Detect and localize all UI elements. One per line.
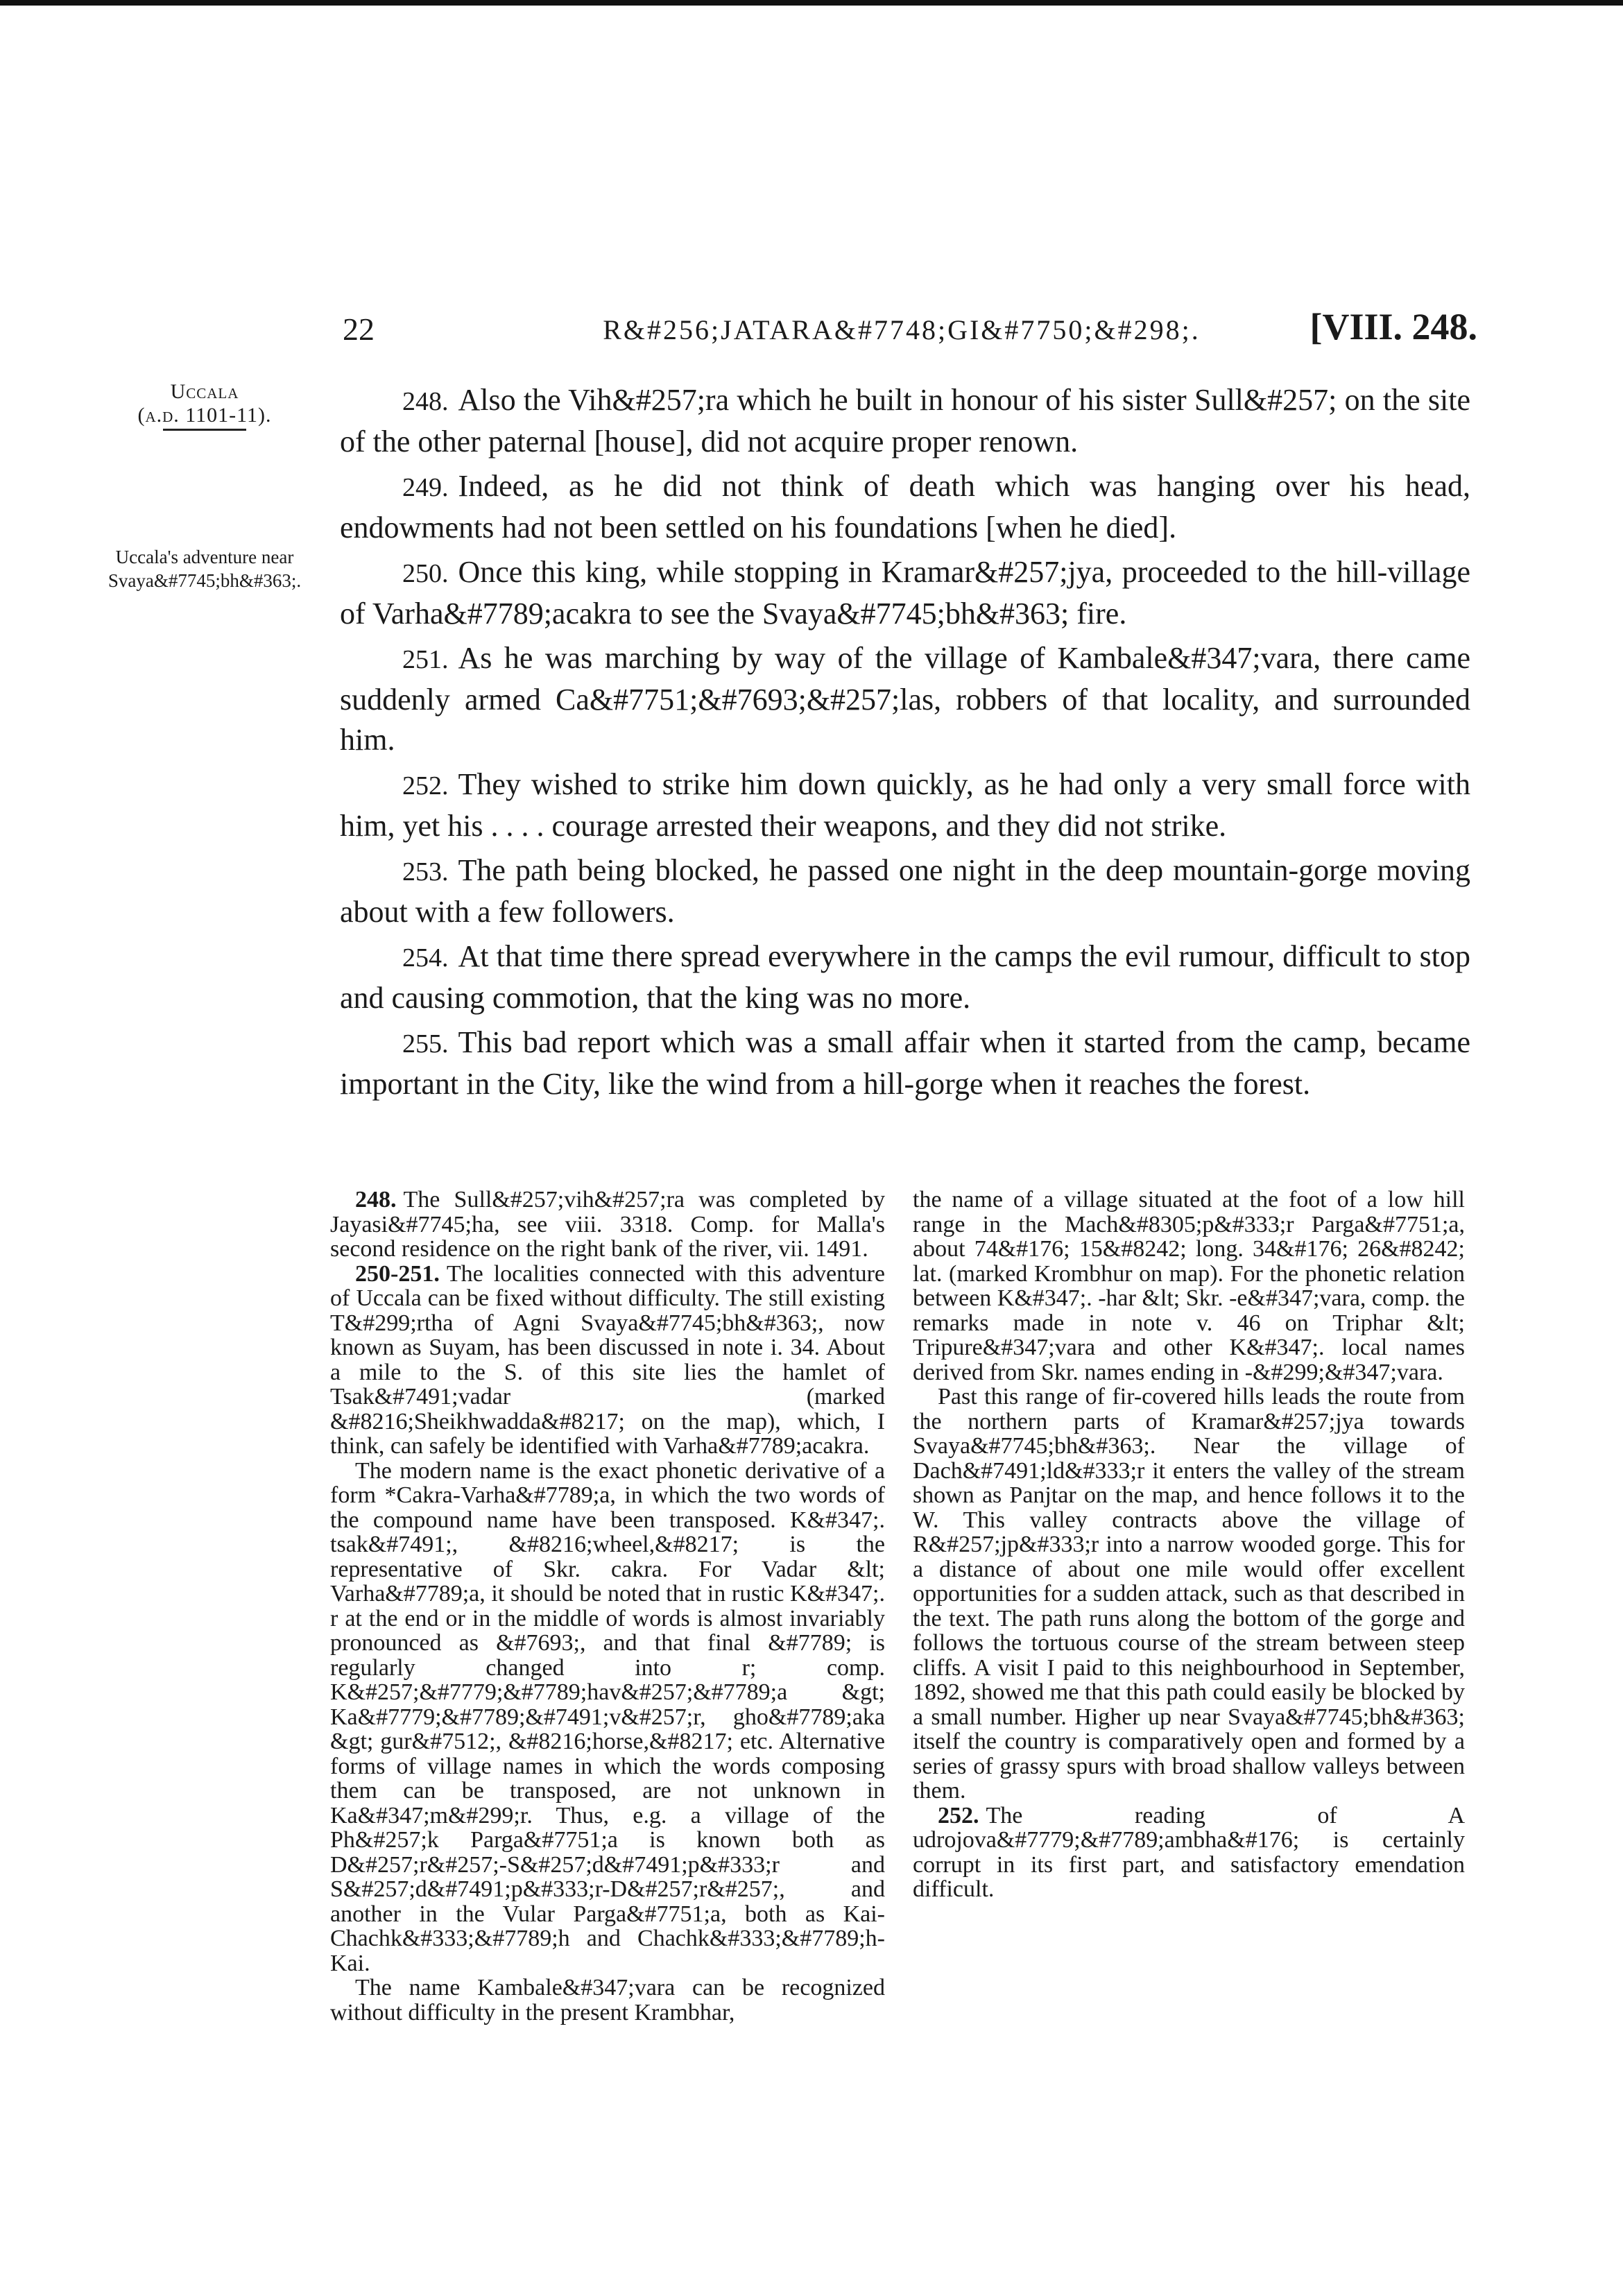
verse-translation: [340, 380, 1470, 1108]
verse: [340, 764, 1470, 846]
section-reference: [VIII. 248.: [1309, 306, 1477, 348]
verse-number: 251.: [402, 645, 449, 674]
note-text: The Sull&#257;vih&#257;ra was completed by Jayasi&#7745;ha, see viii. 3318. Comp. for Malla's second residence on the right bank of the river, vii. 1491.: [330, 1187, 885, 1262]
note-text: The modern name is the exact phonetic derivative of a form *Cakra-Varha&#7789;a, in which the two words of the compound name have been transposed. K&#347;. tsak&#7491;, &#8216;wheel,&#8217; is the representative of Skr. cakra. For Vadar &lt; Varha&#7789;a, it should be noted that in rustic K&#347;. r at the end or in the middle of words is almost invariably pronounced as &#7693;, and that final &#7789; is regularly changed into r; comp. K&#257;&#7779;&#7789;hav&#257;&#7789;a &gt; Ka&#7779;&#7789;&#7491;v&#257;r, gho&#7789;aka &gt; gur&#7512;, &#8216;horse,&#8217; etc. Alternative forms of village names in which the words composing them can be transposed, are not unknown in Ka&#347;m&#299;r. Thus, e.g. a village of the Ph&#257;k Parga&#7751;a is known both as D&#257;r&#257;-S&#257;d&#7491;p&#333;r and S&#257;d&#7491;p&#333;r-D&#257;r&#257;, and another in the Vular Parga&#7751;a, both as Kai-Chachk&#333;&#7789;h and Chachk&#333;&#7789;h-Kai.: [330, 1457, 885, 1976]
note-number: 248.: [355, 1187, 397, 1213]
dynasty-dates: (a.d. 1101-11).: [137, 404, 272, 427]
note-paragraph: [330, 1188, 885, 1262]
verse-number: 255.: [402, 1029, 449, 1059]
verse-number: 252.: [402, 771, 449, 800]
note-paragraph: [913, 1804, 1465, 1902]
note-paragraph: [330, 1976, 885, 2025]
footnotes-left-column: [330, 1188, 885, 2025]
verse: [340, 638, 1470, 760]
verse: [340, 466, 1470, 548]
note-text: The localities connected with this adventure of Uccala can be fixed without difficulty. The still existing T&#299;rtha of Agni Svaya&#7745;bh&#363;, now known as Suyam, has been discussed in note i. 34. About a mile to the S. of this site lies the hamlet of Tsak&#7491;vadar (marked &#8216;Sheikhwadda&#8217; on the map), which, I think, can safely be identified with Varha&#7789;acakra.: [330, 1260, 885, 1459]
verse-number: 254.: [402, 943, 449, 973]
note-text: Past this range of fir-covered hills leads the route from the northern parts of Kramar&#257;jya towards Svaya&#7745;bh&#363;. Near the village of Dach&#7491;ld&#333;r it enters the valley of the stream shown as Panjtar on the map, and hence follows it to the W. This valley contracts above the village of R&#257;jp&#333;r into a narrow wooded gorge. This for a distance of about one mile would offer excellent opportunities for a sudden attack, such as that described in the text. The path runs along the bottom of the gorge and follows the tortuous course of the stream between steep cliffs. A visit I paid to this neighbourhood in September, 1892, showed me that this path could easily be blocked by a small number. Higher up near Svaya&#7745;bh&#363; itself the country is comparatively open and formed by a series of grassy spurs with broad shallow valleys between them.: [913, 1384, 1465, 1804]
note-text: The name Kambale&#347;vara can be recognized without difficulty in the present Krambhar,: [330, 1975, 885, 2025]
verse-number: 248.: [402, 387, 449, 416]
note-text: the name of a village situated at the foot of a low hill range in the Mach&#8305;p&#333;r Parga&#7751;a, about 74&#176; 15&#8242; long. 34&#176; 26&#8242; lat. (marked Krombhur on map). For the phonetic relation between K&#347;. -har &lt; Skr. -e&#347;vara, comp. the remarks made in note v. 46 on Triphar &lt; Tripure&#347;vara and other K&#347;. local names derived from Skr. names ending in -&#299;&#347;vara.: [913, 1187, 1465, 1385]
note-number: 250-251.: [355, 1260, 440, 1287]
margin-rule: [163, 429, 246, 431]
margin-note-dynasty: [94, 380, 316, 427]
note-paragraph: [913, 1188, 1465, 1385]
verse: [340, 552, 1470, 634]
verse: [340, 1022, 1470, 1104]
verse-number: 250.: [402, 559, 449, 588]
verse-text: As he was marching by way of the village of Kambale&#347;vara, there came suddenly armed Ca&#7751;&#7693;&#257;las, robbers of that locality, and surrounded him.: [340, 641, 1470, 757]
footnotes-right-column: [913, 1188, 1465, 1902]
verse-text: Indeed, as he did not think of death which was hanging over his head, endowments had not been settled on his foundations [when he died].: [340, 469, 1470, 545]
margin-note-adventure: Uccala's adventure near Svaya&#7745;bh&#363;.: [108, 547, 302, 591]
verse: [340, 380, 1470, 462]
note-paragraph: [913, 1385, 1465, 1804]
note-text: The reading of A udrojova&#7779;&#7789;ambha&#176; is certainly corrupt in its first part, and satisfactory emendation difficult.: [913, 1802, 1465, 1902]
verse-text: They wished to strike him down quickly, as he had only a very small force with him, yet his . . . . courage arrested their weapons, and they did not strike.: [340, 767, 1470, 843]
scan-top-border: [0, 0, 1623, 6]
verse: [340, 850, 1470, 932]
verse-number: 253.: [402, 857, 449, 886]
note-number: 252.: [938, 1802, 979, 1828]
verse-text: This bad report which was a small affair when it started from the camp, became important in the City, like the wind from a hill-gorge when it reaches the forest.: [340, 1025, 1470, 1101]
verse-text: Once this king, while stopping in Kramar&#257;jya, proceeded to the hill-village of Varha&#7789;acakra to see the Svaya&#7745;bh&#363; fire.: [340, 555, 1470, 631]
page-number: 22: [343, 311, 375, 347]
verse-text: Also the Vih&#257;ra which he built in honour of his sister Sull&#257; on the site of the other paternal [house], did not acquire proper renown.: [340, 383, 1470, 459]
page-header: [326, 305, 1477, 361]
verse: [340, 936, 1470, 1018]
note-paragraph: [330, 1459, 885, 1976]
dynasty-name: Uccala: [170, 380, 239, 403]
verse-text: The path being blocked, he passed one night in the deep mountain-gorge moving about with a few followers.: [340, 853, 1470, 929]
running-title: R&#256;JATARA&#7748;GI&#7750;&#298;.: [603, 314, 1201, 345]
verse-number: 249.: [402, 473, 449, 502]
note-paragraph: [330, 1262, 885, 1459]
verse-text: At that time there spread everywhere in the camps the evil rumour, difficult to stop and causing commotion, that the king was no more.: [340, 939, 1470, 1015]
